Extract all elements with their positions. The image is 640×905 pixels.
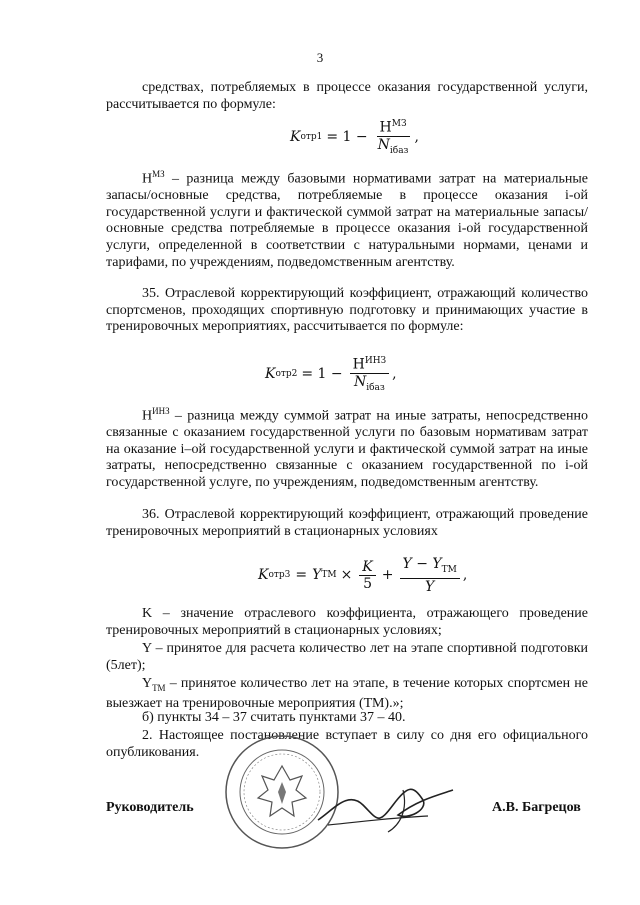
paragraph-3-item-35: 35. Отраслевой корректирующий коэффициент, отражающий количество спортсменов, проходящих спортивную подготовку и принимающих участие в тренировочных мероприятиях, рассчитывается по формуле:	[106, 286, 588, 335]
formula-1: K отр1 = 1 − $\frac{Н^{МЗ}}{N_{iбаз}}$ ,	[290, 116, 419, 158]
paragraph-6: K – значение отраслевого коэффициента, отражающего проведение тренировочных мероприятий в стационарных условиях;	[106, 606, 588, 638]
formula-2-fraction: $\frac{Н^{ИНЗ}}{N_{iбаз}}$	[350, 353, 390, 395]
paragraph-10: 2. Настоящее постановление вступает в силу со дня его официального опубликования.	[106, 728, 588, 760]
formula-3: K отр3 = Y ТМ × $\frac{K}{5}$ + $\frac{Y - Y_{ТМ}}{Y}$ ,	[258, 556, 468, 595]
paragraph-8: $Y_{ТМ}$ – принятое количество лет на этапе, в течение которых спортсмен не выезжает на тренировочные мероприятия (ТМ).»;	[106, 676, 588, 712]
paragraph-7: Y – принятое для расчета количество лет на этапе спортивной подготовки (5лет);	[106, 641, 588, 673]
signature-role: Руководитель	[106, 800, 194, 815]
paragraph-2: $Н^{МЗ}$ – разница между базовыми нормативами затрат на материальные запасы/основные средства, потребляемые в процессе оказания i-ой государственной услуги и фактической суммой затрат на материальные запасы/основные средства потребляемые в процессе оказания i-ой государственной услуги, определенной в соответствии с натуральными нормами, ценами и тарифами, по учреждениям, подведомственным агентству.	[106, 169, 588, 270]
paragraph-9: б) пункты 34 – 37 считать пунктами 37 – 40.	[142, 710, 406, 725]
signature-icon	[308, 770, 458, 840]
formula-1-fraction: $\frac{Н^{МЗ}}{N_{iбаз}}$	[375, 116, 412, 158]
signature-name: А.В. Багрецов	[492, 800, 581, 815]
formula-3-fraction-k: $\frac{K}{5}$	[359, 559, 375, 592]
formula-2: K отр2 = 1 − $\frac{Н^{ИНЗ}}{N_{iбаз}}$ ,	[265, 353, 397, 395]
page-number: 3	[316, 50, 324, 65]
paragraph-4: $Н^{ИНЗ}$ – разница между суммой затрат на иные затраты, непосредственно связанные с оказанием государственной услуги по базовым нормативам затрат на оказание i–ой государственной услуги и фактической суммой затрат на иные затраты, непосредственно связанные с оказанием государственной по i-ой государственной услуге, по учреждениям, подведомственным агентству.	[106, 406, 588, 491]
paragraph-5-item-36: 36. Отраслевой корректирующий коэффициент, отражающий проведение тренировочных мероприятий в стационарных условиях	[106, 507, 588, 539]
formula-3-fraction-y: $\frac{Y - Y_{ТМ}}{Y}$	[400, 556, 460, 595]
paragraph-1: средствах, потребляемых в процессе оказания государственной услуги, рассчитывается по формуле:	[106, 80, 588, 112]
